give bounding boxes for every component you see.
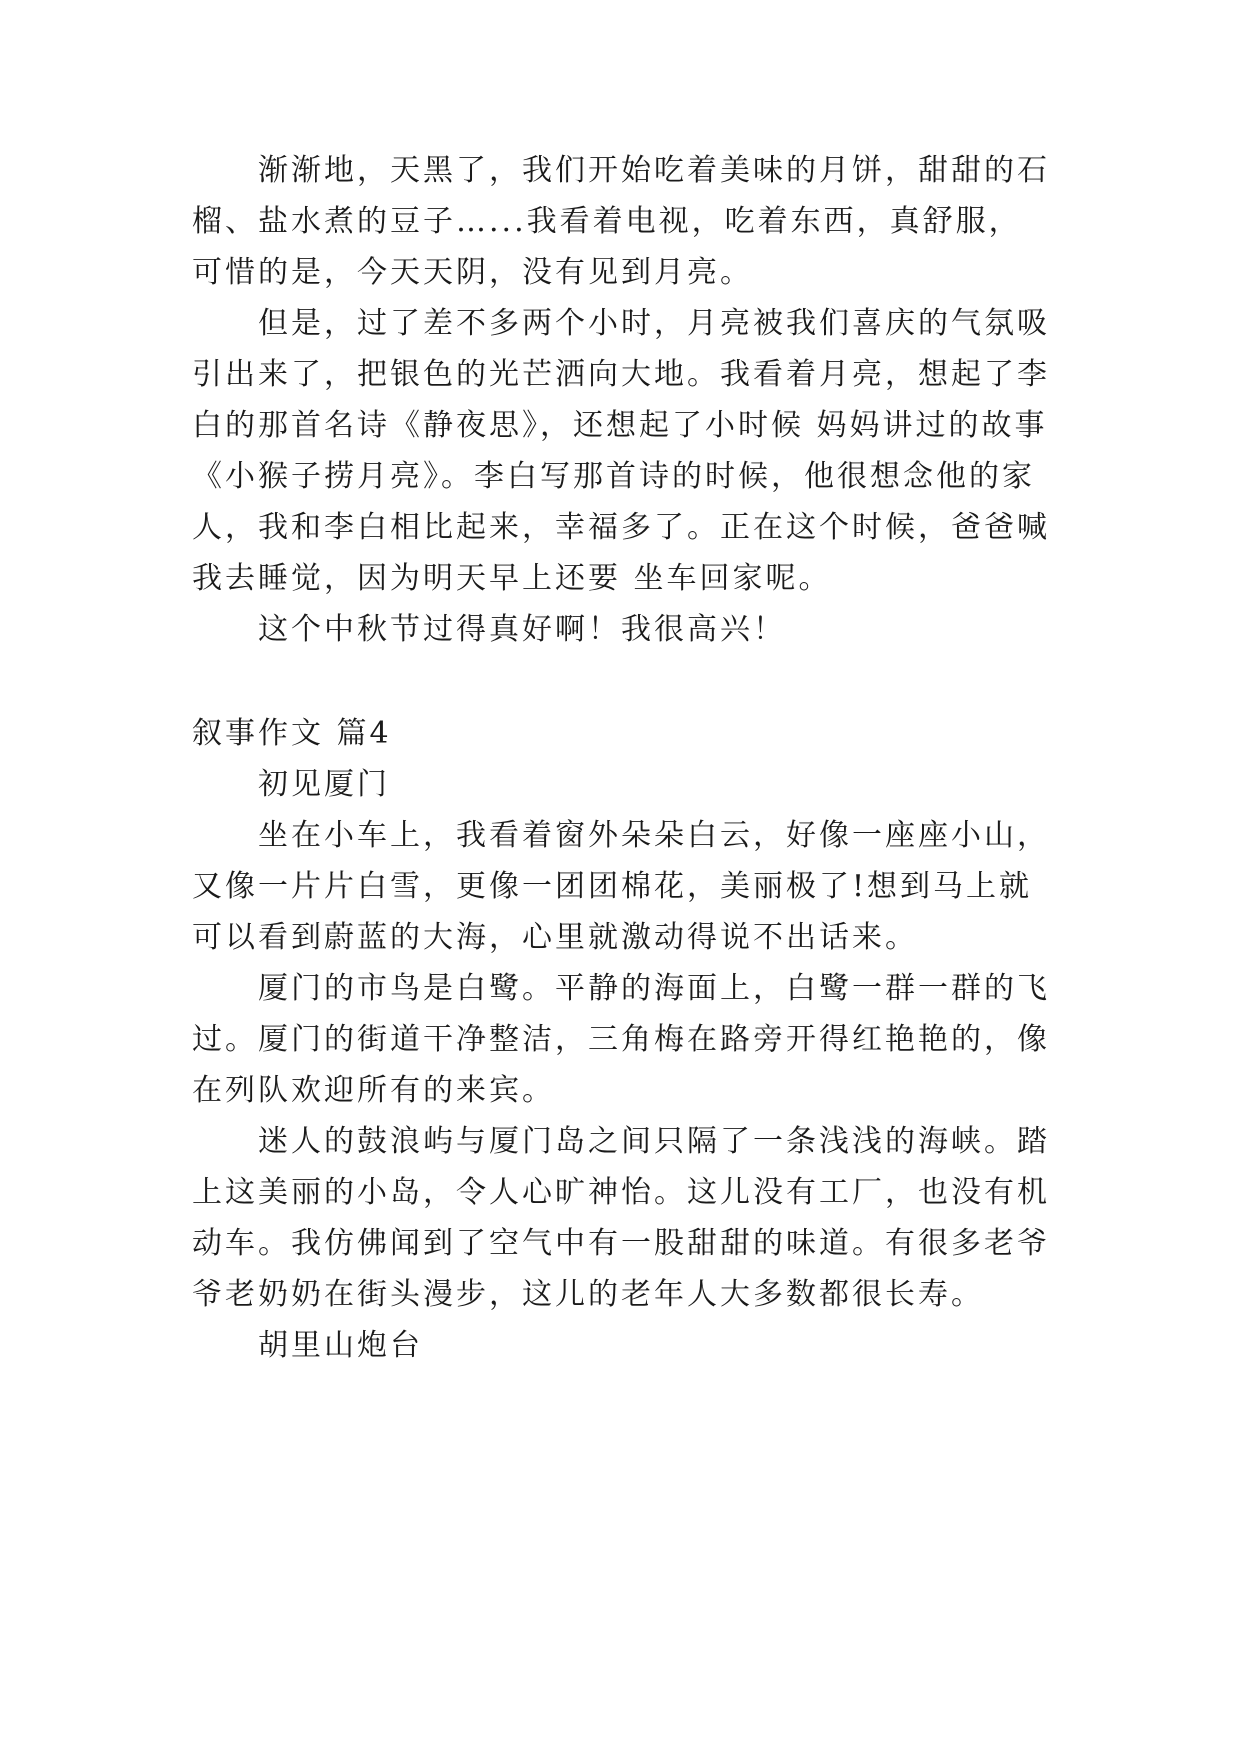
text-line: 我去睡觉，因为明天早上还要 坐车回家呢。 [192, 561, 832, 596]
text-line: 引出来了，把银色的光芒洒向大地。我看着月亮，想起了李 [192, 357, 1050, 392]
text-line: 《小猴子捞月亮》。李白写那首诗的时候，他很想念他的家 [192, 459, 1035, 494]
text-line: 渐渐地，天黑了，我们开始吃着美味的月饼，甜甜的石 [258, 153, 1050, 188]
text-line: 榴、盐水煮的豆子…...我看着电视，吃着东西，真舒服， [192, 204, 1022, 239]
text-line: 坐在小车上，我看着窗外朵朵白云，好像一座座小山， [258, 818, 1050, 853]
text-line: 这个中秋节过得真好啊！我很高兴！ [258, 612, 786, 647]
text-line: 爷老奶奶在街头漫步，这儿的老年人大多数都很长寿。 [192, 1277, 984, 1312]
text-line: 人，我和李白相比起来，幸福多了。正在这个时候，爸爸喊 [192, 510, 1050, 545]
text-line: 又像一片片白雪，更像一团团棉花，美丽极了!想到马上就 [192, 869, 1033, 904]
text-line: 厦门的市鸟是白鹭。平静的海面上，白鹭一群一群的飞 [258, 971, 1050, 1006]
text-line: 上这美丽的小岛，令人心旷神怡。这儿没有工厂，也没有机 [192, 1175, 1050, 1210]
text-line: 在列队欢迎所有的来宾。 [192, 1073, 555, 1108]
text-line: 可惜的是，今天天阴，没有见到月亮。 [192, 255, 753, 290]
text-line: 白的那首名诗《静夜思》，还想起了小时候 妈妈讲过的故事 [192, 408, 1048, 443]
section-heading: 叙事作文 篇4 [192, 716, 392, 751]
text-line: 过。厦门的街道干净整洁，三角梅在路旁开得红艳艳的，像 [192, 1022, 1050, 1057]
text-line: 动车。我仿佛闻到了空气中有一股甜甜的味道。有很多老爷 [192, 1226, 1050, 1261]
text-line: 可以看到蔚蓝的大海，心里就激动得说不出话来。 [192, 920, 918, 955]
subtitle: 初见厦门 [258, 767, 390, 802]
text-line: 但是，过了差不多两个小时，月亮被我们喜庆的气氛吸 [258, 306, 1050, 341]
text-line: 迷人的鼓浪屿与厦门岛之间只隔了一条浅浅的海峡。踏 [258, 1124, 1050, 1159]
subtitle: 胡里山炮台 [258, 1328, 423, 1363]
